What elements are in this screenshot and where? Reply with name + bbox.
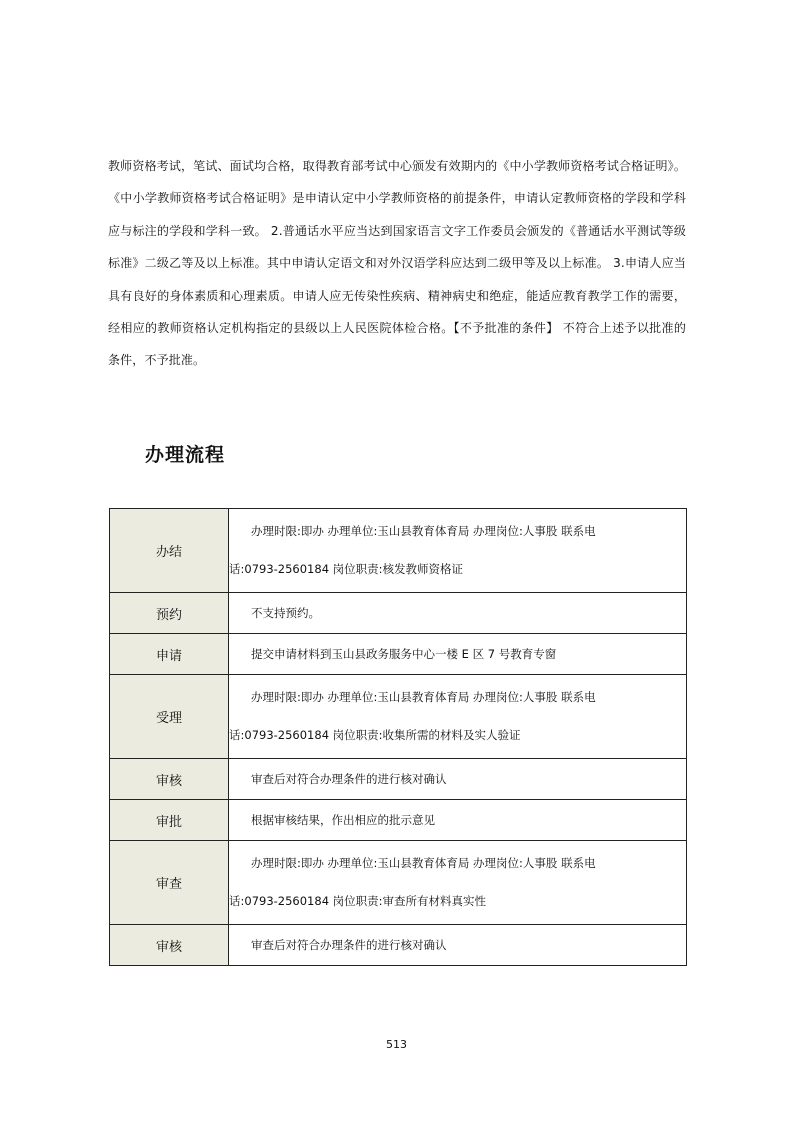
step-label: 受理 bbox=[110, 675, 229, 759]
table-row bbox=[110, 634, 687, 675]
step-label: 申请 bbox=[110, 634, 229, 675]
process-flow-table bbox=[109, 508, 687, 966]
step-description-line: 办理时限:即办 办理单位:玉山县教育体育局 办理岗位:人事股 联系电 bbox=[251, 690, 596, 704]
step-description-line: 话:0793-2560184 岗位职责:收集所需的材料及实人验证 bbox=[229, 728, 521, 742]
section-title: 办理流程 bbox=[145, 444, 226, 466]
step-description bbox=[229, 675, 687, 759]
step-label: 审核 bbox=[110, 925, 229, 966]
table-row bbox=[110, 675, 687, 759]
step-description bbox=[229, 593, 687, 634]
step-description-line: 办理时限:即办 办理单位:玉山县教育体育局 办理岗位:人事股 联系电 bbox=[251, 856, 596, 870]
step-description-line: 话:0793-2560184 岗位职责:核发教师资格证 bbox=[229, 562, 464, 576]
step-description-line: 办理时限:即办 办理单位:玉山县教育体育局 办理岗位:人事股 联系电 bbox=[251, 524, 596, 538]
table-row bbox=[110, 509, 687, 593]
table-row bbox=[110, 841, 687, 925]
step-description-line: 话:0793-2560184 岗位职责:审查所有材料真实性 bbox=[229, 894, 487, 908]
step-description-line: 审查后对符合办理条件的进行核对确认 bbox=[251, 772, 447, 786]
step-description bbox=[229, 841, 687, 925]
step-label: 审批 bbox=[110, 800, 229, 841]
table-row bbox=[110, 800, 687, 841]
page-number: 513 bbox=[386, 1038, 407, 1051]
step-label: 审核 bbox=[110, 759, 229, 800]
step-description-line: 根据审核结果，作出相应的批示意见 bbox=[251, 813, 435, 827]
body-paragraph: 教师资格考试，笔试、面试均合格，取得教育部考试中心颁发有效期内的《中小学教师资格考试合格证明》。《中小学教师资格考试合格证明》是申请认定中小学教师资格的前提条件，申请认定教师资格的学段和学科应与标注的学段和学科一致。 2.普通话水平应当达到国家语言文字工作委员会颁发的《普通话水平测试等级标准》二级乙等及以上标准。其中申请认定语文和对外汉语学科应达到二级甲等及以上标准。 3.申请人应当具有良好的身体素质和心理素质。申请人应无传染性疾病、精神病史和绝症，能适应教育教学工作的需要，经相应的教师资格认定机构指定的县级以上人民医院体检合格。【不予批准的条件】 不符合上述予以批准的条件，不予批准。 bbox=[108, 159, 686, 368]
step-description bbox=[229, 634, 687, 675]
step-label: 预约 bbox=[110, 593, 229, 634]
step-description bbox=[229, 925, 687, 966]
table-row bbox=[110, 925, 687, 966]
step-description-line: 审查后对符合办理条件的进行核对确认 bbox=[251, 938, 447, 952]
step-description-line: 提交申请材料到玉山县政务服务中心一楼 E 区 7 号教育专窗 bbox=[251, 647, 557, 661]
step-description bbox=[229, 509, 687, 593]
step-description bbox=[229, 759, 687, 800]
step-label: 审查 bbox=[110, 841, 229, 925]
table-row bbox=[110, 593, 687, 634]
step-description bbox=[229, 800, 687, 841]
table-row bbox=[110, 759, 687, 800]
step-description-line: 不支持预约。 bbox=[251, 606, 320, 620]
step-label: 办结 bbox=[110, 509, 229, 593]
